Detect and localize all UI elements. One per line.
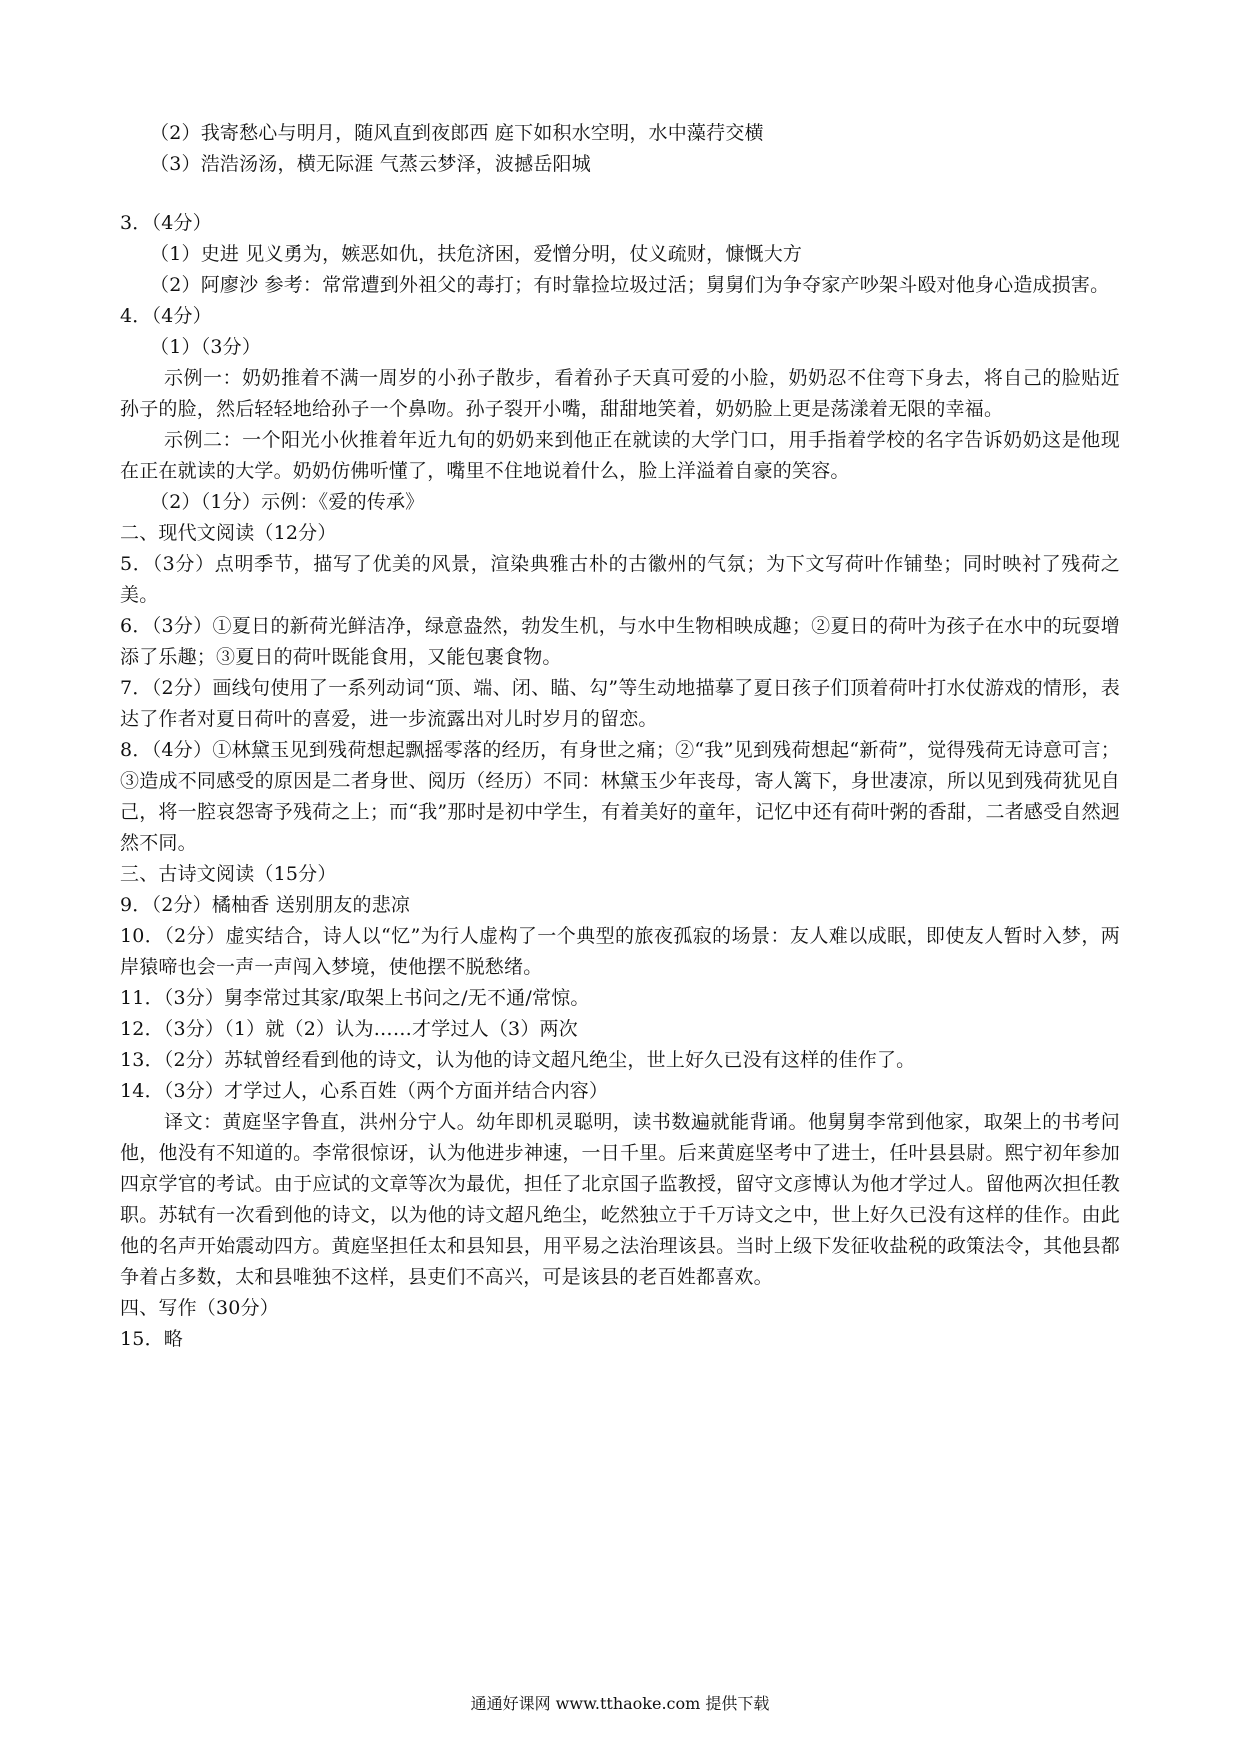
question-heading: 4．（4分） bbox=[120, 305, 212, 327]
answer-key-body bbox=[120, 118, 1120, 1355]
answer-paragraph: （2）阿廖沙 参考：常常遭到外祖父的毒打；有时靠捡垃圾过活；舅舅们为争夺家产吵架斗殴对他身心造成损害。 bbox=[150, 274, 1110, 296]
answer-line: 15．略 bbox=[120, 1328, 183, 1350]
answer-line: 12．（3分）（1）就（2）认为……才学过人（3）两次 bbox=[120, 1018, 578, 1040]
translation-paragraph: 译文：黄庭坚字鲁直，洪州分宁人。幼年即机灵聪明，读书数遍就能背诵。他舅舅李常到他家，取架上的书考问他，他没有不知道的。李常很惊讶，认为他进步神速，一日千里。后来黄庭坚考中了进士，任叶县县尉。熙宁初年参加四京学官的考试。由于应试的文章等次为最优，担任了北京国子监教授，留守文彦博认为他才学过人。留他两次担任教职。苏轼有一次看到他的诗文，以为他的诗文超凡绝尘，屹然独立于千万诗文之中，世上好久已没有这样的佳作。由此他的名声开始震动四方。黄庭坚担任太和县知县，用平易之法治理该县。当时上级下发征收盐税的政策法令，其他县都争着占多数，太和县唯独不这样，县吏们不高兴，可是该县的老百姓都喜欢。 bbox=[120, 1111, 1120, 1288]
answer-line: 14．（3分）才学过人，心系百姓（两个方面并结合内容） bbox=[120, 1080, 609, 1102]
answer-paragraph: 示例一：奶奶推着不满一周岁的小孙子散步，看着孙子天真可爱的小脸，奶奶忍不住弯下身去，将自己的脸贴近孙子的脸，然后轻轻地给孙子一个鼻吻。孙子裂开小嘴，甜甜地笑着，奶奶脸上更是荡漾着无限的幸福。 bbox=[120, 367, 1120, 420]
answer-line: 9．（2分）橘柚香 送别朋友的悲凉 bbox=[120, 894, 411, 916]
answer-line: （2）（1分）示例：《爱的传承》 bbox=[150, 491, 425, 513]
answer-line: （1）（3分） bbox=[150, 336, 262, 358]
section-heading: 三、古诗文阅读（15分） bbox=[120, 863, 337, 885]
question-heading: 3．（4分） bbox=[120, 212, 212, 234]
page-footer: 通通好课网 www.tthaoke.com 提供下载 bbox=[470, 1694, 770, 1713]
answer-line: 13．（2分）苏轼曾经看到他的诗文，认为他的诗文超凡绝尘，世上好久已没有这样的佳作了。 bbox=[120, 1049, 916, 1071]
answer-paragraph: 6．（3分）①夏日的新荷光鲜洁净，绿意盎然，勃发生机，与水中生物相映成趣；②夏日的荷叶为孩子在水中的玩耍增添了乐趣；③夏日的荷叶既能食用，又能包裹食物。 bbox=[120, 615, 1120, 668]
answer-line: （1）史进 见义勇为，嫉恶如仇，扶危济困，爱憎分明，仗义疏财，慷慨大方 bbox=[150, 243, 803, 265]
answer-paragraph: 10．（2分）虚实结合，诗人以“忆”为行人虚构了一个典型的旅夜孤寂的场景：友人难以成眠，即使友人暂时入梦，两岸猿啼也会一声一声闯入梦境，使他摆不脱愁绪。 bbox=[120, 925, 1120, 978]
answer-paragraph: 示例二：一个阳光小伙推着年近九旬的奶奶来到他正在就读的大学门口，用手指着学校的名字告诉奶奶这是他现在正在就读的大学。奶奶仿佛听懂了，嘴里不住地说着什么，脸上洋溢着自豪的笑容。 bbox=[120, 429, 1120, 482]
section-heading: 四、写作（30分） bbox=[120, 1297, 279, 1319]
answer-paragraph: 7．（2分）画线句使用了一系列动词“顶、端、闭、瞄、勾”等生动地描摹了夏日孩子们顶着荷叶打水仗游戏的情形，表达了作者对夏日荷叶的喜爱，进一步流露出对儿时岁月的留恋。 bbox=[120, 677, 1120, 730]
answer-paragraph: 8．（4分）①林黛玉见到残荷想起飘摇零落的经历，有身世之痛；②“我”见到残荷想起“新荷”，觉得残荷无诗意可言；③造成不同感受的原因是二者身世、阅历（经历）不同：林黛玉少年丧母，寄人篱下，身世凄凉，所以见到残荷犹见自己，将一腔哀怨寄予残荷之上；而“我”那时是初中学生，有着美好的童年，记忆中还有荷叶粥的香甜，二者感受自然迥然不同。 bbox=[120, 739, 1120, 854]
answer-line: （2）我寄愁心与明月，随风直到夜郎西 庭下如积水空明，水中藻荇交横 bbox=[150, 122, 764, 144]
answer-line: （3）浩浩汤汤，横无际涯 气蒸云梦泽，波撼岳阳城 bbox=[150, 153, 591, 175]
answer-line: 11．（3分）舅李常过其家/取架上书问之/无不通/常惊。 bbox=[120, 987, 590, 1009]
section-heading: 二、现代文阅读（12分） bbox=[120, 522, 337, 544]
answer-paragraph: 5．（3分）点明季节，描写了优美的风景，渲染典雅古朴的古徽州的气氛；为下文写荷叶作铺垫；同时映衬了残荷之美。 bbox=[120, 553, 1120, 606]
